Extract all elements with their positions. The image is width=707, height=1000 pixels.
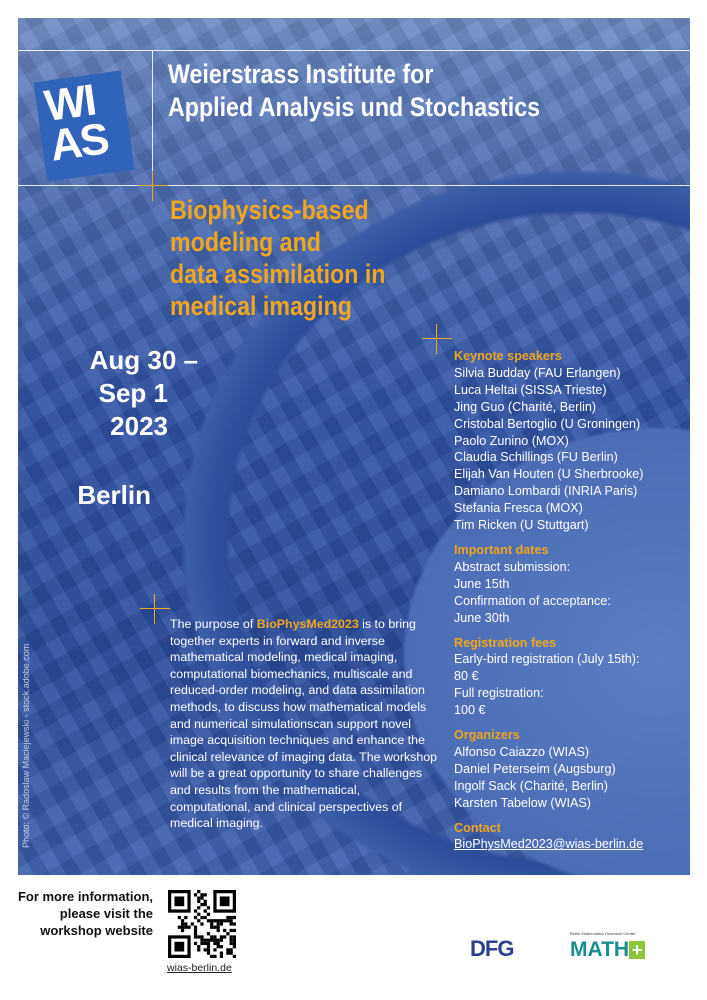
event-city: Berlin: [77, 480, 151, 510]
cross-ornament: [422, 324, 452, 354]
list-item: June 30th: [454, 610, 510, 625]
list-item: Abstract submission:: [454, 559, 571, 574]
poster: [18, 18, 690, 875]
title-line: data assimilation in: [170, 259, 386, 289]
divider: [18, 50, 690, 51]
date-line: Sep 1: [98, 378, 168, 408]
title-line: medical imaging: [170, 291, 352, 321]
list-item: 80 €: [454, 669, 479, 684]
institute-line: Weierstrass Institute for: [168, 59, 434, 89]
list-item: Cristobal Bertoglio (U Groningen): [454, 416, 641, 431]
list-item: Stefania Fresca (MOX): [454, 501, 583, 516]
organizers-heading: Organizers: [454, 728, 520, 743]
event-dates: [48, 344, 198, 443]
title-line: Biophysics-based: [170, 195, 369, 225]
workshop-title: [170, 194, 385, 322]
list-item: Jing Guo (Charité, Berlin): [454, 399, 597, 414]
cross-ornament: [140, 594, 170, 624]
list-item: Confirmation of acceptance:: [454, 593, 611, 608]
institute-line: Applied Analysis und Stochastics: [168, 92, 541, 122]
more-info-line: workshop website: [40, 923, 153, 938]
description-text: The purpose of: [170, 617, 257, 631]
organizers-list: [454, 744, 690, 812]
photo-credit: Photo: © Radoslaw Maciejewski - stock.adobe.com: [21, 643, 31, 848]
list-item: 100 €: [454, 703, 486, 718]
description-text: is to bring together experts in forward and inverse mathematical modeling, medical imaging, computational biomechanics, multiscale and reduced-order modeling, and data assimilation methods, to discuss how mathematical models and numerical simulationscan support novel image acquisition techniques and enhance the clinical relevance of imaging data. The workshop will be a great opportunity to share challenges and results from the mathematical, computational, and clinical perspectives of medical imaging.: [170, 617, 438, 831]
institute-name: [168, 58, 540, 124]
keynote-heading: Keynote speakers: [454, 349, 562, 363]
list-item: Claudia Schillings (FU Berlin): [454, 450, 618, 465]
divider: [18, 185, 690, 186]
more-info-line: please visit the: [59, 906, 153, 921]
fees-heading: Registration fees: [454, 635, 557, 650]
list-item: Tim Ricken (U Stuttgart): [454, 518, 589, 533]
description: [170, 616, 440, 832]
qr-code[interactable]: [168, 890, 236, 958]
divider: [152, 50, 153, 185]
fees-list: [454, 651, 690, 719]
contact-heading: Contact: [454, 820, 501, 835]
list-item: Early-bird registration (July 15th):: [454, 652, 640, 667]
plus-icon: +: [629, 941, 645, 959]
list-item: Karsten Tabelow (WIAS): [454, 795, 591, 810]
list-item: Elijah Van Houten (U Sherbrooke): [454, 467, 644, 482]
date-line: 2023: [110, 411, 168, 441]
dates-heading: Important dates: [454, 542, 549, 557]
math-logo-text: MATH: [570, 938, 630, 961]
dfg-logo: DFG: [470, 936, 514, 961]
contact-email[interactable]: BioPhysMed2023@wias-berlin.de: [454, 837, 644, 852]
website-link[interactable]: wias-berlin.de: [167, 962, 232, 974]
math-plus-logo: [570, 938, 645, 962]
more-info-text: [10, 888, 153, 939]
list-item: Alfonso Caiazzo (WIAS): [454, 744, 590, 759]
list-item: Silvia Budday (FAU Erlangen): [454, 365, 621, 380]
event-acronym: BioPhysMed2023: [256, 617, 359, 631]
math-logo-subtitle: Berlin Mathematics Research Center: [570, 931, 636, 936]
date-line: Aug 30 –: [89, 345, 198, 375]
wias-logo: WIAS: [33, 70, 134, 181]
more-info-line: For more information,: [17, 889, 153, 904]
list-item: June 15th: [454, 576, 510, 591]
cross-ornament: [138, 171, 168, 201]
list-item: Daniel Peterseim (Augsburg): [454, 761, 616, 776]
info-column: [454, 348, 690, 853]
list-item: Damiano Lombardi (INRIA Paris): [454, 484, 638, 499]
speaker-list: [454, 365, 690, 534]
title-line: modeling and: [170, 227, 321, 257]
list-item: Ingolf Sack (Charité, Berlin): [454, 778, 608, 793]
dates-list: [454, 559, 690, 627]
list-item: Luca Heltai (SISSA Trieste): [454, 382, 607, 397]
list-item: Paolo Zunino (MOX): [454, 433, 569, 448]
list-item: Full registration:: [454, 686, 544, 701]
